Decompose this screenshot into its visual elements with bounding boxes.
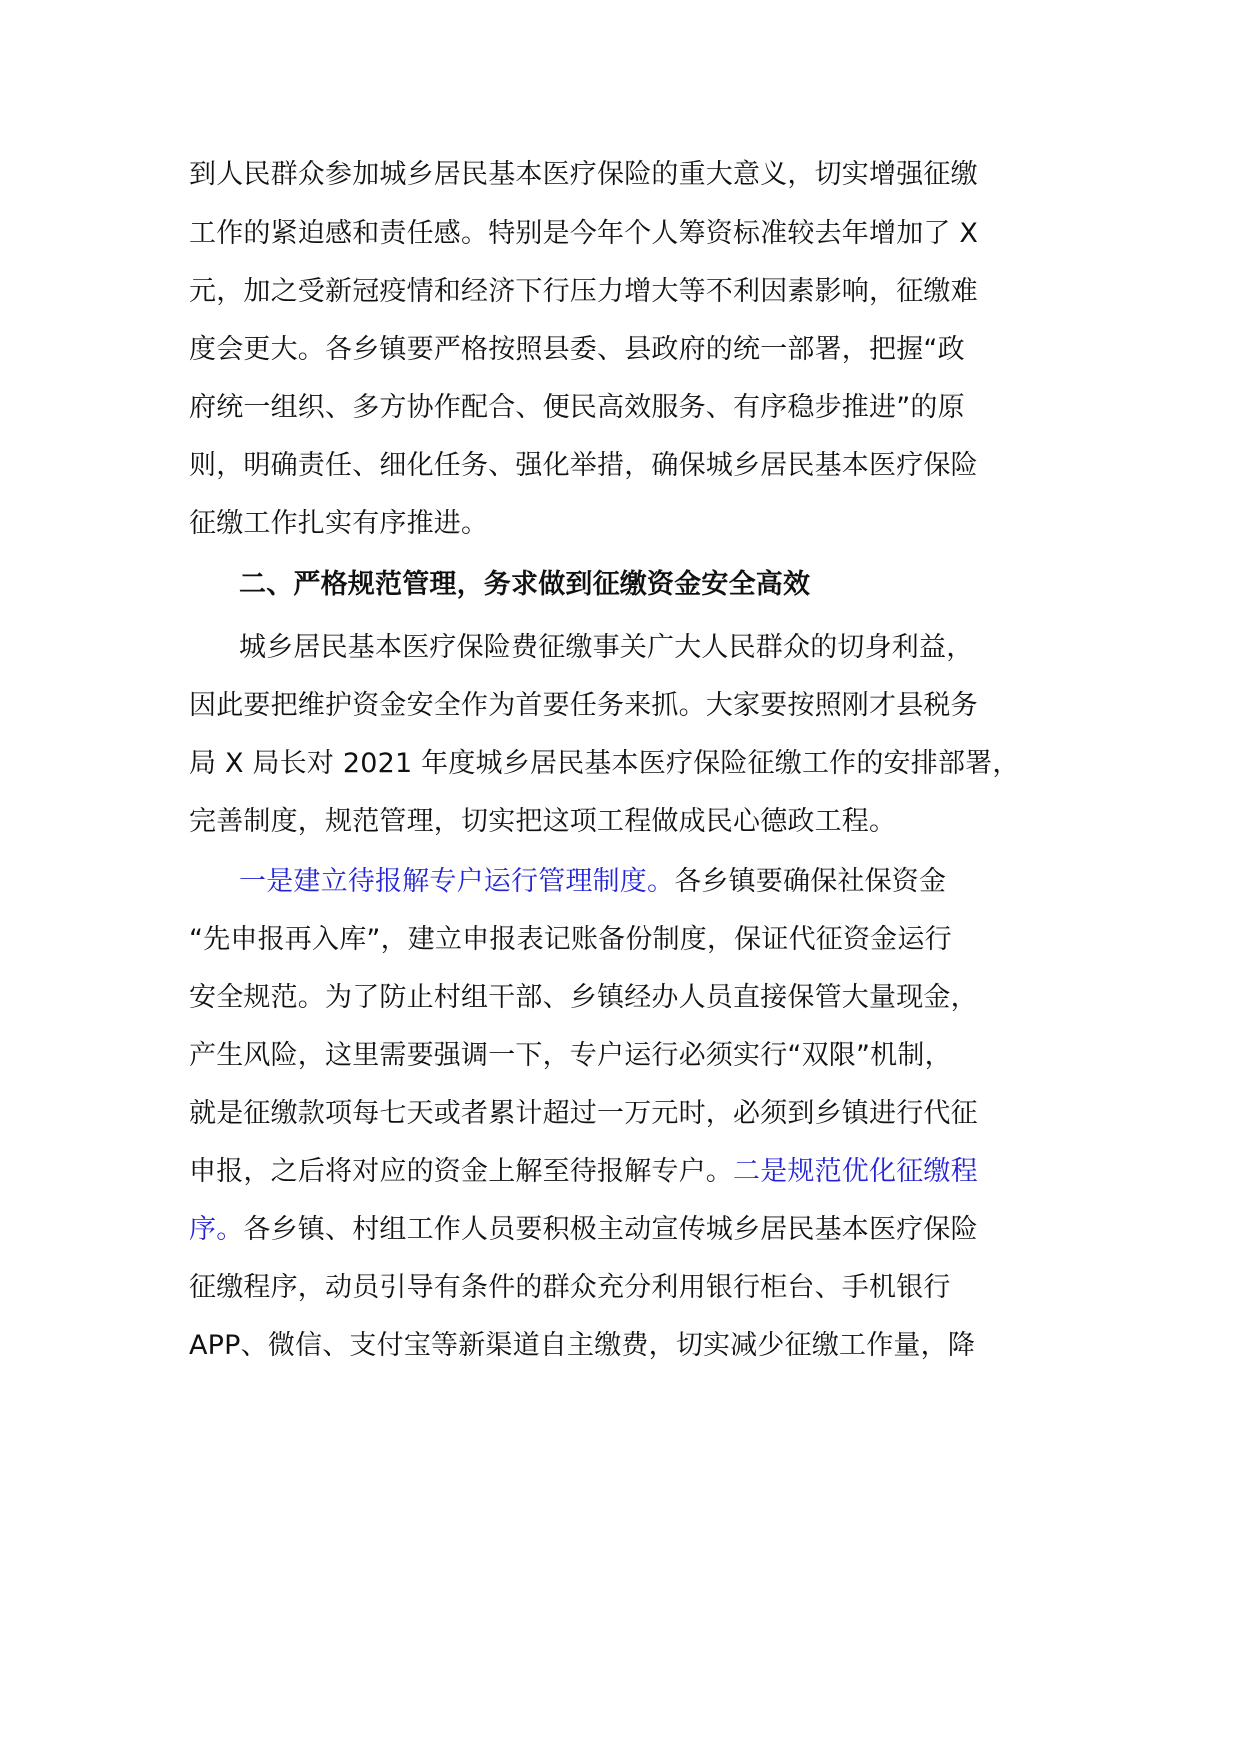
body-text-line xyxy=(239,862,946,902)
text-span: 度会更大。各乡镇要严格按照县委、县政府的统一部署，把握“政 xyxy=(189,334,965,365)
text-span: 产生风险，这里需要强调一下，专户运行必须实行“双限”机制， xyxy=(189,1040,952,1071)
body-text-line xyxy=(189,1268,951,1308)
body-text-line xyxy=(189,1094,978,1134)
text-span: 则，明确责任、细化任务、强化举措，确保城乡居民基本医疗保险 xyxy=(189,450,978,481)
body-text-line xyxy=(189,1036,952,1076)
body-text-line xyxy=(189,686,978,726)
body-text-line xyxy=(189,1326,975,1366)
body-text-line xyxy=(189,155,978,195)
text-span: 府统一组织、多方协作配合、便民高效服务、有序稳步推进”的原 xyxy=(189,392,965,423)
text-span: APP、微信、支付宝等新渠道自主缴费，切实减少征缴工作量，降 xyxy=(189,1330,976,1361)
text-span: 完善制度，规范管理，切实把这项工程做成民心德政工程。 xyxy=(189,806,897,837)
body-text-line xyxy=(189,214,978,254)
body-text-line xyxy=(189,446,978,486)
body-text-line xyxy=(189,1152,978,1192)
text-span: 征缴工作扎实有序推进。 xyxy=(189,508,489,539)
heading-text: 二、严格规范管理，务求做到征缴资金安全高效 xyxy=(239,569,811,600)
text-span: 工作的紧迫感和责任感。特别是今年个人筹资标准较去年增加了 X xyxy=(189,218,979,249)
body-text-line xyxy=(189,388,965,428)
highlighted-text: 序。 xyxy=(189,1214,244,1245)
text-span: 各乡镇要确保社保资金 xyxy=(674,866,947,897)
body-text-line xyxy=(189,920,952,960)
text-span: 元，加之受新冠疫情和经济下行压力增大等不利因素影响，征缴难 xyxy=(189,276,978,307)
text-span: 就是征缴款项每七天或者累计超过一万元时，必须到乡镇进行代征 xyxy=(189,1098,978,1129)
text-span: “先申报再入库”，建立申报表记账备份制度，保证代征资金运行 xyxy=(189,924,952,955)
text-span: 各乡镇、村组工作人员要积极主动宣传城乡居民基本医疗保险 xyxy=(243,1214,978,1245)
text-span: 申报，之后将对应的资金上解至待报解专户。 xyxy=(189,1156,733,1187)
text-span: 因此要把维护资金安全作为首要任务来抓。大家要按照刚才县税务 xyxy=(189,690,978,721)
body-text-line xyxy=(189,978,978,1018)
text-span: 局 X 局长对 2021 年度城乡居民基本医疗保险征缴工作的安排部署， xyxy=(189,748,1020,779)
text-span: 城乡居民基本医疗保险费征缴事关广大人民群众的切身利益， xyxy=(239,632,974,663)
text-span: 安全规范。为了防止村组干部、乡镇经办人员直接保管大量现金， xyxy=(189,982,978,1013)
body-text-line xyxy=(189,330,965,370)
body-text-line xyxy=(189,1210,978,1250)
body-text-line xyxy=(189,504,488,544)
body-text-line xyxy=(189,744,1020,784)
text-span: 征缴程序，动员引导有条件的群众充分利用银行柜台、手机银行 xyxy=(189,1272,951,1303)
highlighted-text: 二是规范优化征缴程 xyxy=(733,1156,978,1187)
body-text-line xyxy=(189,272,978,312)
body-text-line xyxy=(189,802,896,842)
highlighted-text: 一是建立待报解专户运行管理制度。 xyxy=(239,866,675,897)
section-heading xyxy=(239,565,810,605)
text-span: 到人民群众参加城乡居民基本医疗保险的重大意义，切实增强征缴 xyxy=(189,159,978,190)
body-text-line xyxy=(239,628,973,668)
